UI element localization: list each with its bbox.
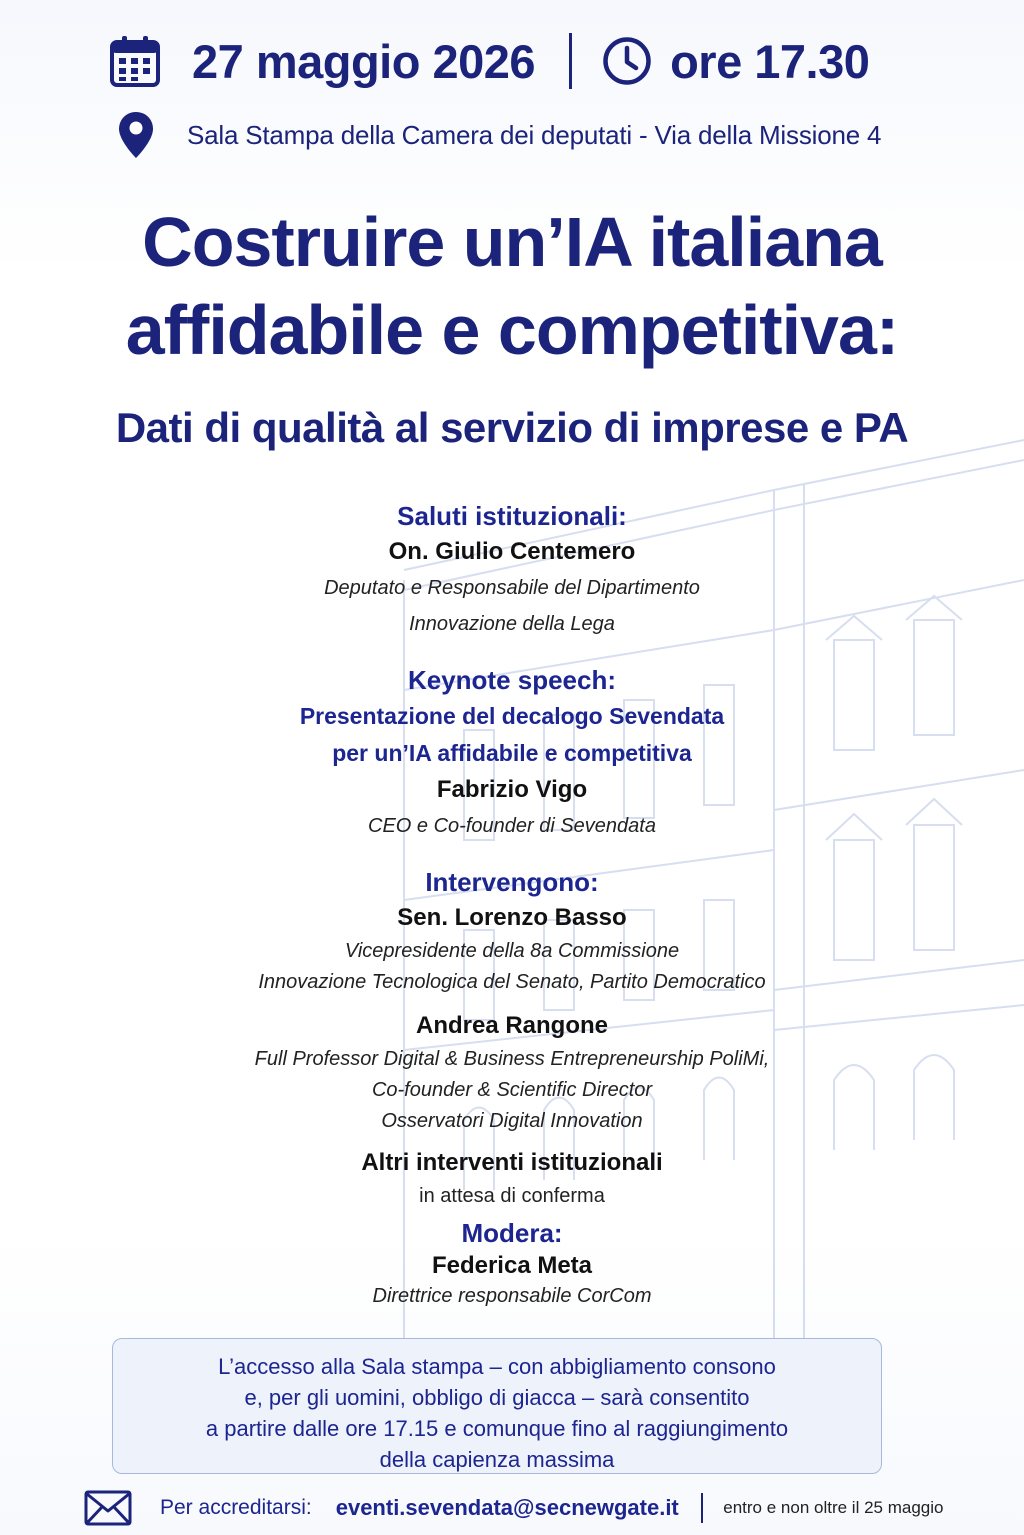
moderator-name: Federica Meta <box>431 1252 593 1279</box>
speakers-heading: Intervengono: <box>425 867 599 897</box>
title-line-1: Costruire un’IA italiana <box>142 203 882 281</box>
moderator-role: Direttrice responsabile CorCom <box>372 1285 652 1307</box>
speaker-role: Co-founder & Scientific Director <box>371 1079 653 1101</box>
event-time: ore 17.30 <box>670 34 870 88</box>
greetings-heading: Saluti istituzionali: <box>397 501 627 531</box>
access-notice <box>112 1338 882 1474</box>
greetings-speaker-role: Innovazione della Lega <box>409 613 615 635</box>
moderator-heading: Modera: <box>461 1218 563 1248</box>
map-pin-icon <box>118 111 154 159</box>
clock-icon <box>602 36 652 86</box>
page-subtitle: Dati di qualità al servizio di imprese e PA <box>115 404 909 451</box>
accreditation-footer <box>84 1488 943 1528</box>
greetings-speaker-role: Deputato e Responsabile del Dipartimento <box>324 577 700 599</box>
calendar-icon <box>110 35 160 87</box>
other-speakers-note: in attesa di conferma <box>419 1185 605 1207</box>
notice-line: a partire dalle ore 17.15 e comunque fino al raggiungimento <box>205 1416 789 1441</box>
speaker-role: Innovazione Tecnologica del Senato, Partito Democratico <box>258 971 766 993</box>
notice-line: della capienza massima <box>379 1447 615 1472</box>
page-title <box>0 198 1024 374</box>
greetings-speaker-name: On. Giulio Centemero <box>388 538 636 565</box>
accreditation-label: Per accreditarsi: <box>160 1496 312 1519</box>
event-header <box>110 28 869 94</box>
accreditation-deadline: entro e non oltre il 25 maggio <box>723 1498 944 1517</box>
keynote-speaker-role: CEO e Co-founder di Sevendata <box>368 815 656 837</box>
keynote-heading: Keynote speech: <box>407 665 617 695</box>
program <box>212 498 812 1311</box>
notice-line: L’accesso alla Sala stampa – con abbigliamento consono <box>218 1354 776 1379</box>
speaker-role: Osservatori Digital Innovation <box>381 1110 643 1132</box>
keynote-talk-title: Presentazione del decalogo Sevendata <box>299 703 725 729</box>
notice-line: e, per gli uomini, obbligo di giacca – sarà consentito <box>244 1385 750 1410</box>
other-speakers: Altri interventi istituzionali <box>361 1149 663 1176</box>
header-divider <box>569 33 572 89</box>
keynote-speaker-name: Fabrizio Vigo <box>436 776 588 803</box>
event-date: 27 maggio 2026 <box>192 34 536 88</box>
footer-divider <box>701 1493 704 1523</box>
speaker-name: Andrea Rangone <box>415 1012 609 1039</box>
event-location <box>118 110 881 160</box>
speaker-role: Vicepresidente della 8a Commissione <box>344 940 680 962</box>
envelope-icon <box>84 1490 132 1526</box>
speaker-role: Full Professor Digital & Business Entrepreneurship PoliMi, <box>254 1048 770 1070</box>
keynote-talk-title: per un’IA affidabile e competitiva <box>332 740 692 766</box>
accreditation-email-link[interactable]: eventi.sevendata@secnewgate.it <box>335 1495 679 1520</box>
title-line-2: affidabile e competitiva: <box>125 291 899 369</box>
speaker-name: Sen. Lorenzo Basso <box>397 904 627 931</box>
location-text: Sala Stampa della Camera dei deputati - Via della Missione 4 <box>187 119 882 150</box>
